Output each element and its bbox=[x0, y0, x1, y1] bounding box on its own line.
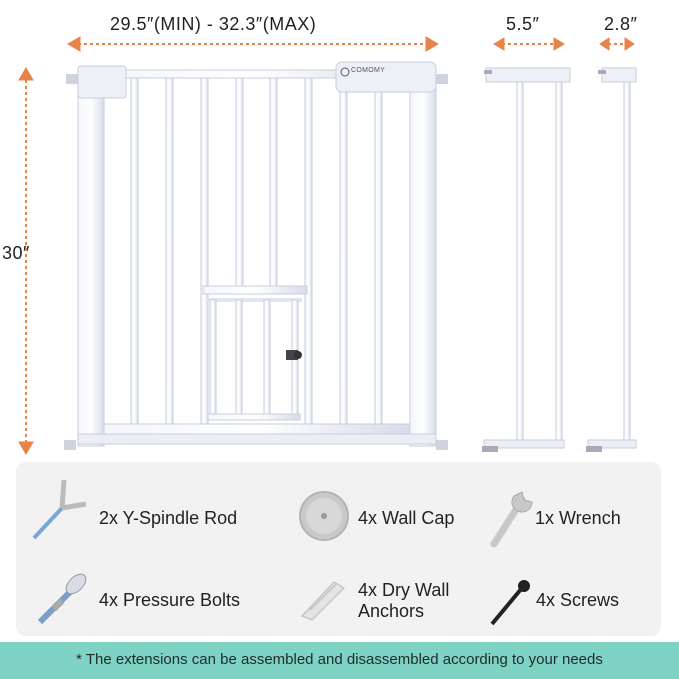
accessory-label-dry-wall-line2: Anchors bbox=[358, 601, 425, 621]
accessory-label-y-spindle-rod: 2x Y-Spindle Rod bbox=[99, 508, 238, 528]
extension-small-label: 2.8″ bbox=[604, 14, 638, 34]
accessory-label-wrench: 1x Wrench bbox=[535, 508, 621, 528]
y-spindle-rod-icon bbox=[28, 474, 88, 544]
wall-cap-icon bbox=[298, 490, 350, 542]
safety-gate bbox=[64, 62, 448, 450]
width-arrow bbox=[68, 37, 438, 51]
dry-wall-anchor-icon bbox=[296, 572, 352, 622]
screw-icon bbox=[488, 578, 532, 628]
brand-logo: COMOMY bbox=[351, 67, 386, 74]
extension-large bbox=[482, 68, 570, 452]
pressure-bolt-icon bbox=[34, 568, 90, 628]
wrench-icon bbox=[484, 484, 540, 550]
accessory-label-screws: 4x Screws bbox=[536, 590, 620, 610]
accessory-label-dry-wall-line1: 4x Dry Wall bbox=[358, 580, 450, 600]
footer-note: * The extensions can be assembled and disassembled according to your needs bbox=[76, 651, 603, 668]
extension-large-arrow bbox=[494, 38, 564, 50]
extension-small-arrow bbox=[600, 38, 634, 50]
accessory-label-dry-wall-anchors bbox=[358, 580, 449, 622]
extension-small bbox=[586, 68, 636, 452]
footer-banner bbox=[0, 642, 679, 679]
accessory-label-wall-cap: 4x Wall Cap bbox=[358, 508, 455, 528]
height-arrow bbox=[19, 68, 33, 454]
width-dimension-label: 29.5″(MIN) - 32.3″(MAX) bbox=[110, 14, 317, 34]
height-dimension-label: 30″ bbox=[2, 243, 30, 263]
extension-large-label: 5.5″ bbox=[506, 14, 540, 34]
accessory-label-pressure-bolts: 4x Pressure Bolts bbox=[99, 590, 241, 610]
